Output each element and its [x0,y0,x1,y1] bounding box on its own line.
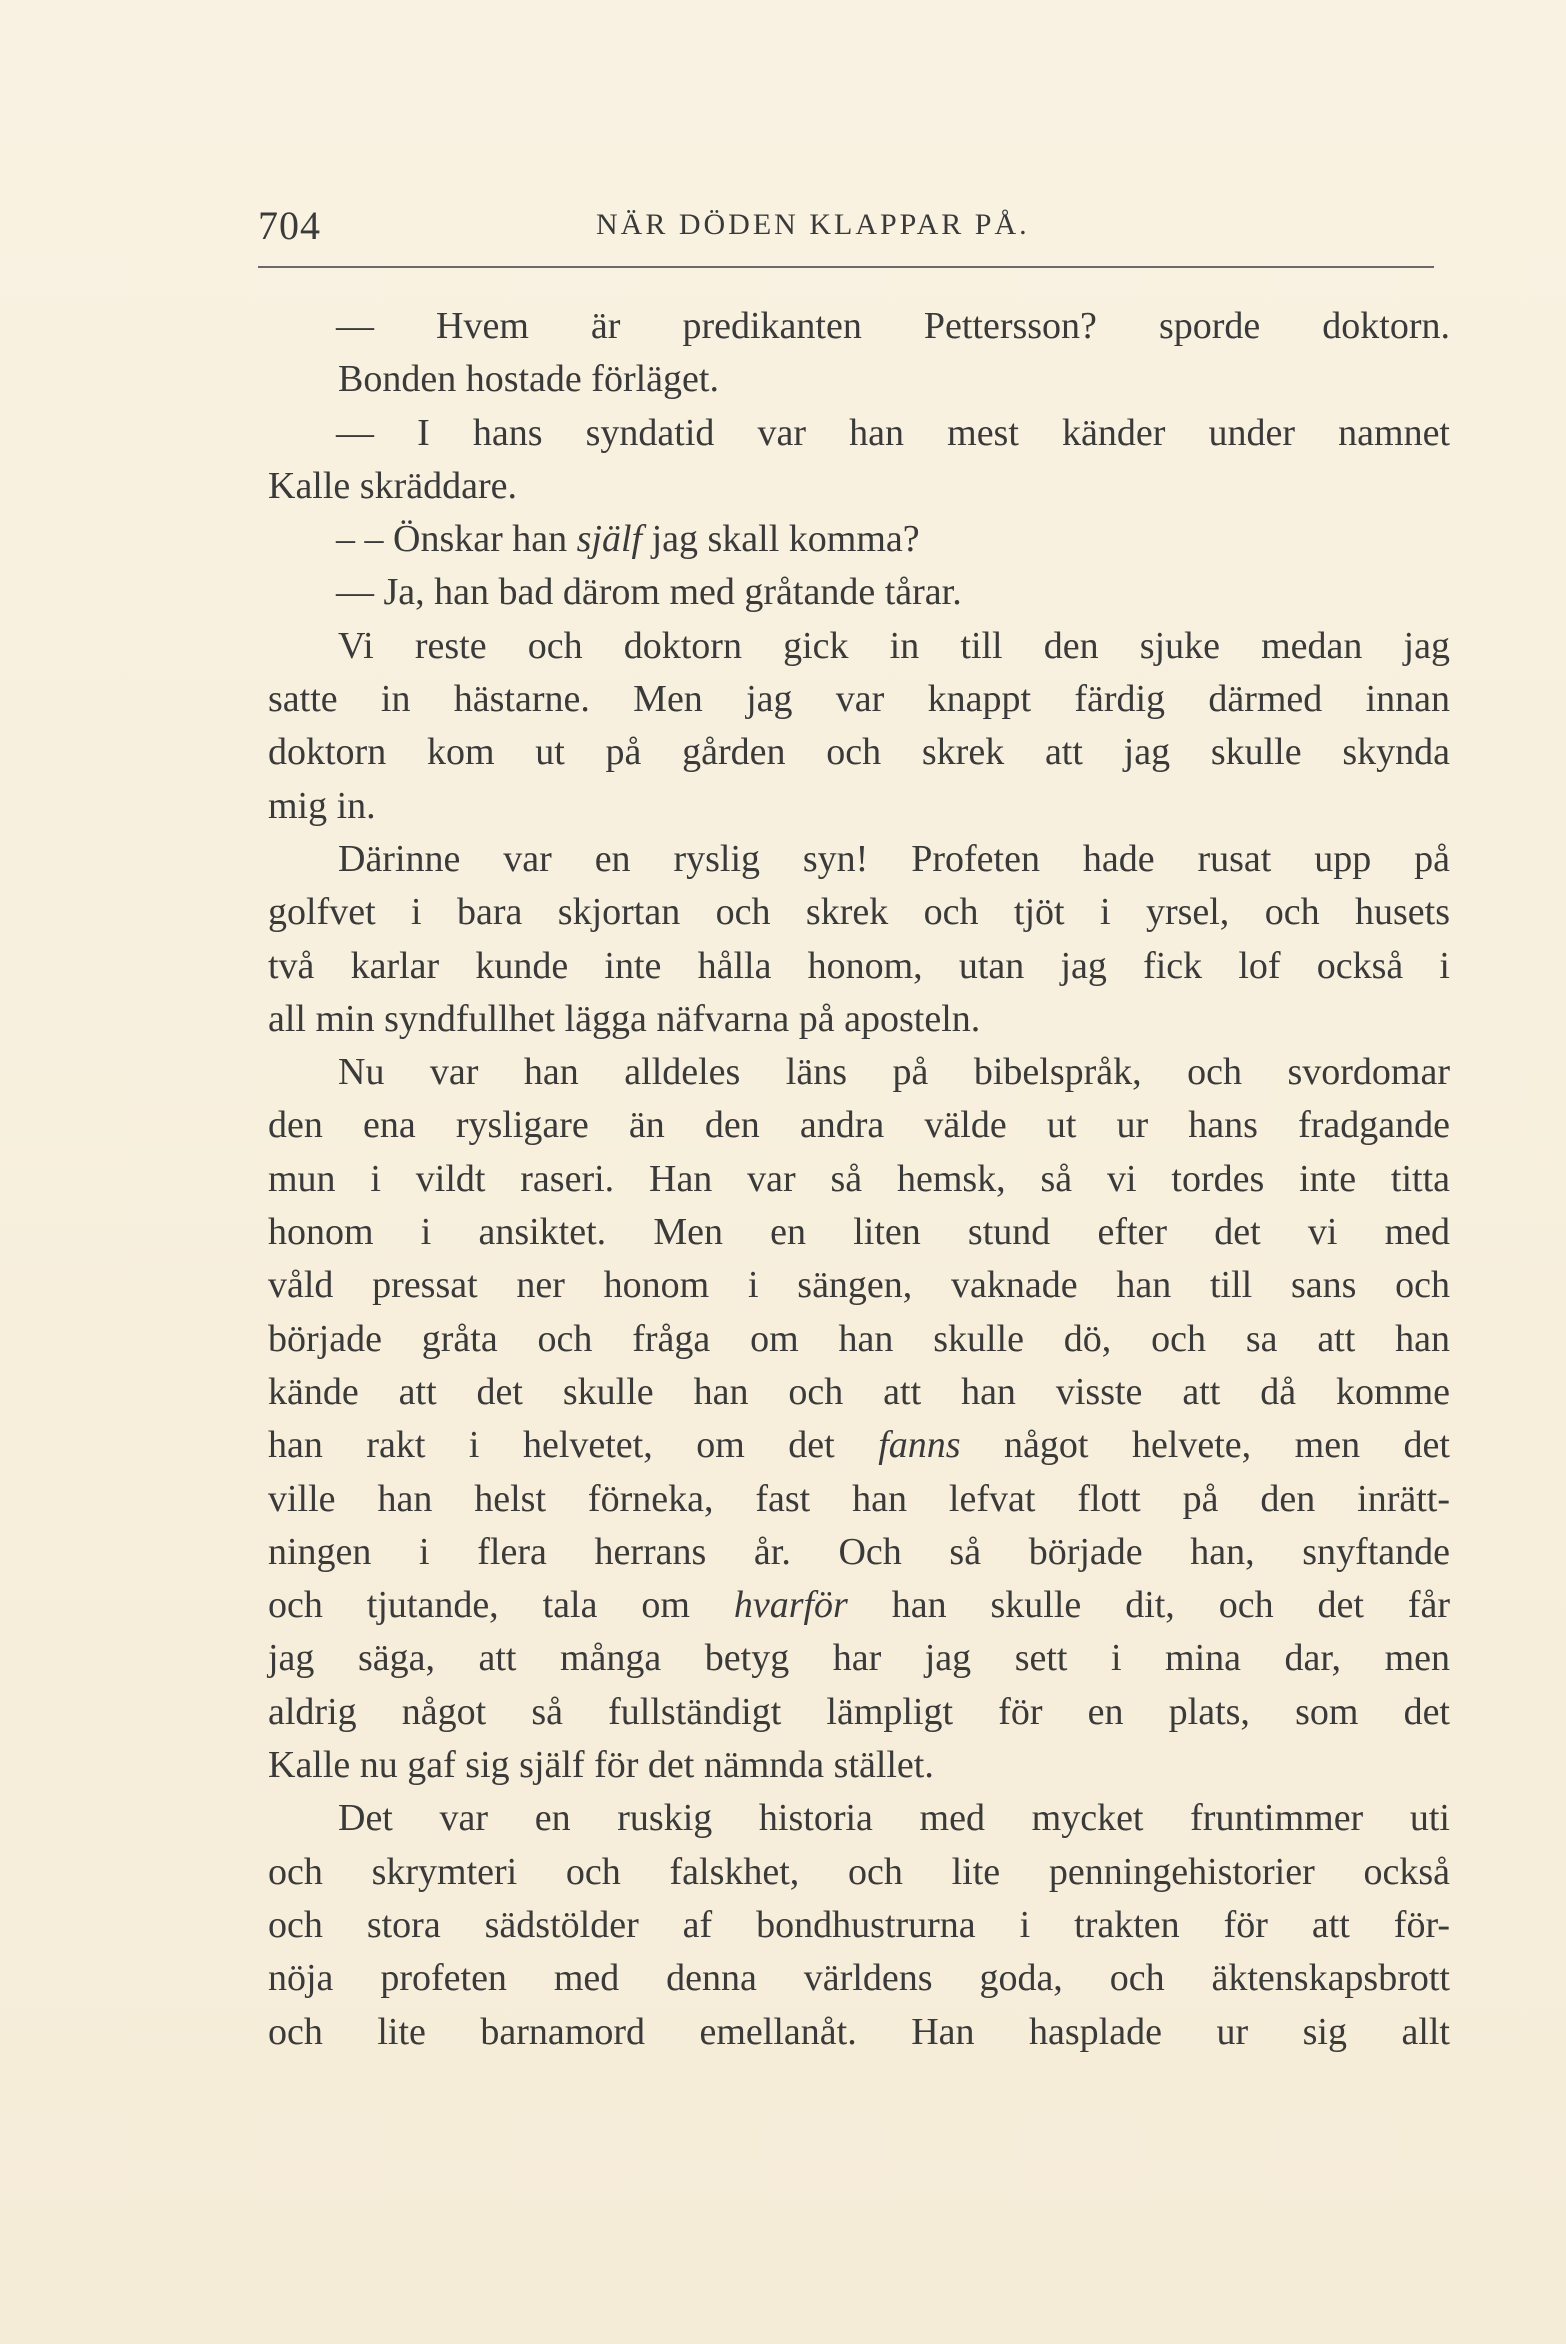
text-line: två karlar kunde inte hålla honom, utan jag fick lof också i [268,944,1450,987]
text-line: och lite barnamord emellanåt. Han hasplade ur sig allt [268,2010,1450,2053]
text-line: ville han helst förneka, fast han lefvat flott på den inrätt- [268,1477,1450,1520]
text-line [268,513,1450,566]
text-line: började gråta och fråga om han skulle dö, och sa att han [268,1317,1450,1360]
page-header [258,196,1434,256]
text-segment: – – Önskar han [336,518,577,561]
text-line: Bonden hostade förläget. [338,358,719,401]
text-segment: han skulle dit, och det får [847,1584,1451,1627]
text-line: mig in. [268,784,376,827]
text-line: golfvet i bara skjortan och skrek och tjöt i yrsel, och husets [268,891,1450,934]
text-line: den ena rysligare än den andra välde ut ur hans fradgande [268,1104,1450,1147]
text-line: och stora sädstölder af bondhustrurna i trakten för att för- [268,1903,1450,1946]
text-line: ningen i flera herrans år. Och så började han, snyftande [268,1530,1450,1573]
running-title: NÄR DÖDEN KLAPPAR PÅ. [596,208,1030,241]
text-line: Vi reste och doktorn gick in till den sjuke medan jag [338,624,1450,667]
text-line: Kalle nu gaf sig själf för det nämnda stället. [268,1744,934,1787]
text-line: Därinne var en ryslig syn! Profeten hade rusat upp på [338,837,1450,880]
text-segment: något helvete, men det [960,1424,1450,1467]
text-line: all min syndfullhet lägga näfvarna på aposteln. [268,997,981,1040]
text-line: mun i vildt raseri. Han var så hemsk, så vi tordes inte titta [268,1157,1450,1200]
emphasis: själf [576,518,643,561]
text-segment: han rakt i helvetet, om det [268,1424,879,1467]
emphasis: fanns [878,1424,961,1467]
text-line: satte in hästarne. Men jag var knappt färdig därmed innan [268,678,1450,721]
text-line [268,1419,1450,1472]
text-line: jag säga, att många betyg har jag sett i mina dar, men [268,1637,1450,1680]
text-line: — Hvem är predikanten Pettersson? sporde doktorn. [336,305,1450,347]
emphasis: hvarför [733,1584,848,1627]
text-line: våld pressat ner honom i sängen, vaknade han till sans och [268,1264,1450,1307]
text-line: Det var en ruskig historia med mycket fruntimmer uti [338,1797,1450,1840]
text-line: — Ja, han bad därom med gråtande tårar. [336,571,962,614]
text-line: Nu var han alldeles läns på bibelspråk, och svordomar [338,1051,1450,1094]
text-line [268,1579,1450,1632]
text-line: och skrymteri och falskhet, och lite penningehistorier också [268,1850,1450,1893]
text-line: Kalle skräddare. [268,464,517,507]
text-line: nöja profeten med denna världens goda, och äktenskapsbrott [268,1957,1450,2000]
text-line: honom i ansiktet. Men en liten stund efter det vi med [268,1211,1450,1254]
page-number: 704 [258,203,321,248]
text-line: aldrig något så fullständigt lämpligt för en plats, som det [268,1690,1450,1733]
body-text [268,300,1450,2059]
text-line: — I hans syndatid var han mest känder under namnet [336,411,1450,454]
header-rule [258,266,1434,268]
text-segment: jag skall komma? [642,518,920,561]
text-line: doktorn kom ut på gården och skrek att jag skulle skynda [268,731,1450,774]
text-line: kände att det skulle han och att han visste att då komme [268,1370,1450,1413]
text-segment: och tjutande, tala om [268,1584,734,1627]
